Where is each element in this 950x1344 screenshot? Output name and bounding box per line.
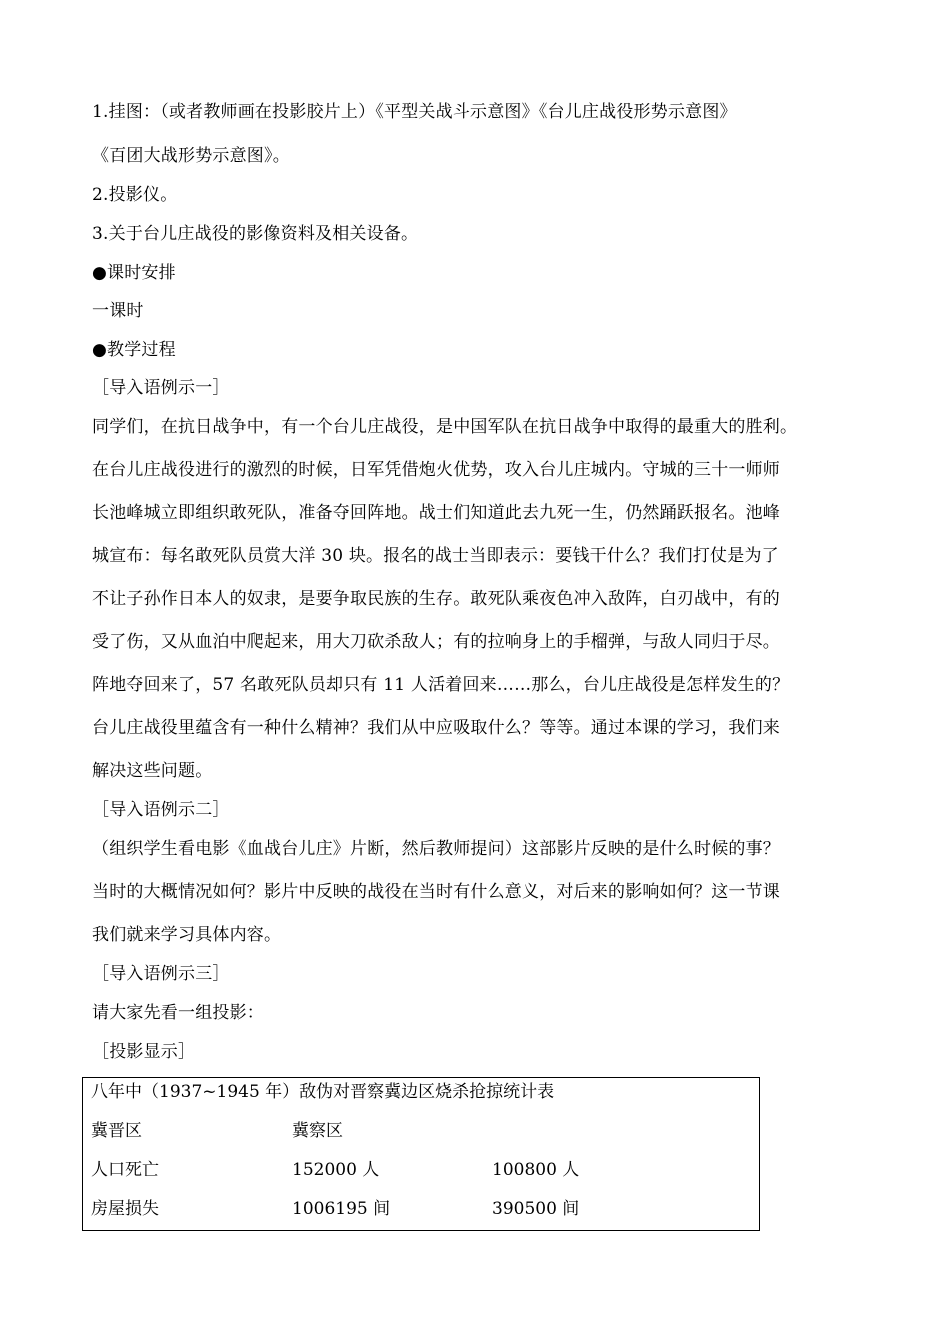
stats-table-row-label: 房屋损失 (91, 1199, 159, 1219)
intro-1-line: 长池峰城立即组织敢死队，准备夺回阵地。战士们知道此去九死一生，仍然踊跃报名。池峰 (92, 503, 780, 523)
preparation-item-1-continued: 《百团大战形势示意图》。 (92, 146, 290, 166)
stats-table-cell: 1006195 间 (292, 1199, 391, 1219)
stats-table-row-label: 人口死亡 (91, 1160, 159, 1180)
intro-2-line: （组织学生看电影《血战台儿庄》片断，然后教师提问）这部影片反映的是什么时候的事？ (92, 839, 780, 859)
intro-2-line: 我们就来学习具体内容。 (92, 925, 282, 945)
schedule-heading: ●课时安排 (92, 263, 176, 283)
stats-table-column-header: 冀晋区 (91, 1121, 142, 1141)
intro-1-line: 同学们，在抗日战争中，有一个台儿庄战役，是中国军队在抗日战争中取得的最重大的胜利。 (92, 417, 798, 437)
preparation-item-2: 2.投影仪。 (92, 185, 178, 205)
intro-2-line: 当时的大概情况如何？影片中反映的战役在当时有什么意义，对后来的影响如何？这一节课 (92, 882, 780, 902)
projection-label: ［投影显示］ (92, 1042, 196, 1062)
intro-3-label: ［导入语例示三］ (92, 964, 230, 984)
intro-3-text: 请大家先看一组投影： (92, 1003, 264, 1023)
intro-1-line: 不让子孙作日本人的奴隶，是要争取民族的生存。敢死队乘夜色冲入敌阵，白刃战中，有的 (92, 589, 780, 609)
stats-table (82, 1077, 760, 1231)
process-heading: ●教学过程 (92, 340, 176, 360)
preparation-item-1: 1.挂图：（或者教师画在投影胶片上）《平型关战斗示意图》《台儿庄战役形势示意图》 (92, 102, 737, 122)
preparation-item-3: 3.关于台儿庄战役的影像资料及相关设备。 (92, 224, 419, 244)
stats-table-cell: 152000 人 (292, 1160, 380, 1180)
intro-1-label: ［导入语例示一］ (92, 378, 230, 398)
intro-1-line: 台儿庄战役里蕴含有一种什么精神？我们从中应吸取什么？等等。通过本课的学习，我们来 (92, 718, 780, 738)
stats-table-column-header: 冀察区 (292, 1121, 343, 1141)
intro-2-label: ［导入语例示二］ (92, 800, 230, 820)
intro-1-line: 城宣布：每名敢死队员赏大洋 30 块。报名的战士当即表示：要钱干什么？我们打仗是为了 (92, 546, 779, 566)
stats-table-cell: 100800 人 (492, 1160, 580, 1180)
stats-table-title: 八年中（1937~1945 年）敌伪对晋察冀边区烧杀抢掠统计表 (91, 1082, 555, 1102)
intro-1-line: 受了伤，又从血泊中爬起来，用大刀砍杀敌人；有的拉响身上的手榴弹，与敌人同归于尽。 (92, 632, 780, 652)
intro-1-line: 解决这些问题。 (92, 761, 213, 781)
intro-1-line: 在台儿庄战役进行的激烈的时候，日军凭借炮火优势，攻入台儿庄城内。守城的三十一师师 (92, 460, 780, 480)
schedule-value: 一课时 (92, 301, 144, 321)
stats-table-cell: 390500 间 (492, 1199, 580, 1219)
intro-1-line: 阵地夺回来了，57 名敢死队员却只有 11 人活着回来……那么，台儿庄战役是怎样发生的？ (92, 675, 790, 695)
